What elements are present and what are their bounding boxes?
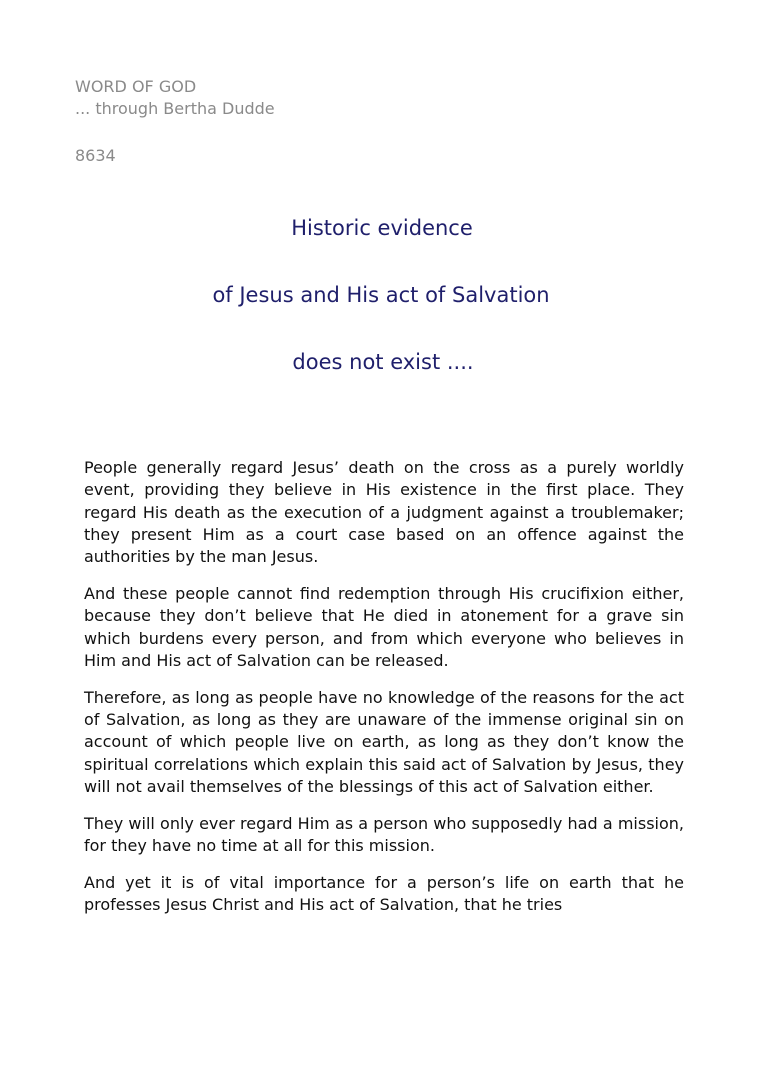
paragraph-5: And yet it is of vital importance for a person’s life on earth that he professes Jesus Christ and His act of Salvation, that he tries	[84, 872, 684, 915]
publication-title: WORD OF GOD	[75, 77, 197, 96]
title-line-1: Historic evidence	[291, 216, 473, 240]
document-header	[75, 76, 275, 120]
paragraph-4: They will only ever regard Him as a person who supposedly had a mission, for they have no time at all for this mission.	[84, 813, 684, 855]
paragraph-2: And these people cannot find redemption through His crucifixion either, because they don’t believe that He died in atonement for a grave sin which burdens every person, and from which everyone who believes in Him and His act of Salvation can be released.	[84, 583, 684, 670]
publication-author: ... through Bertha Dudde	[75, 99, 275, 118]
title-line-2: of Jesus and His act of Salvation	[212, 283, 550, 307]
paragraph-1: People generally regard Jesus’ death on the cross as a purely worldly event, providing they believe in His existence in the first place. They regard His death as the execution of a judgment against a troublemaker; they present Him as a court case based on an offence against the authorities by the man Jesus.	[84, 458, 684, 567]
document-number: 8634	[75, 146, 116, 165]
title-line-3: does not exist ....	[292, 350, 474, 374]
paragraph-3: Therefore, as long as people have no knowledge of the reasons for the act of Salvation, as long as they are unaware of the immense original sin on account of which people live on earth, as long as they don’t know the spiritual correlations which explain this said act of Salvation by Jesus, they will not avail themselves of the blessings of this act of Salvation either.	[84, 687, 684, 796]
body-text	[84, 457, 684, 931]
